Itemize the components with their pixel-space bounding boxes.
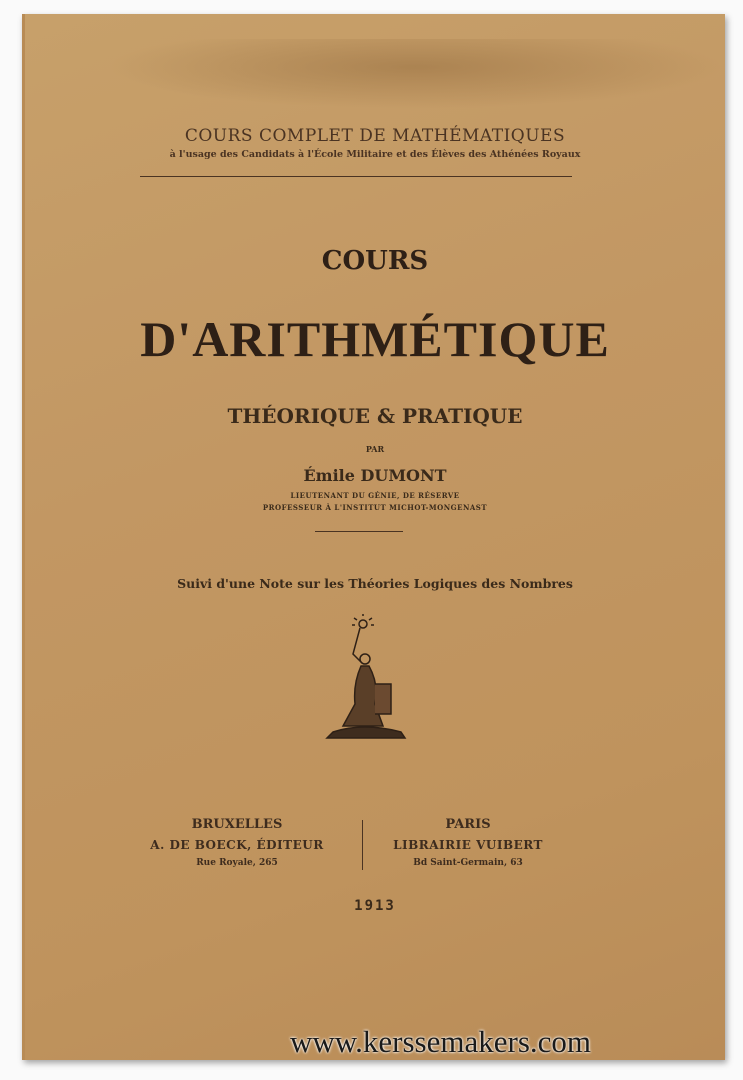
title-main: D'ARITHMÉTIQUE — [140, 311, 610, 367]
note: Suivi d'une Note sur les Théories Logiques des Nombres — [177, 576, 573, 591]
year: 1913 — [354, 898, 396, 914]
title-line-1: COURS — [321, 246, 429, 276]
publisher-brussels — [117, 817, 357, 868]
publisher-city: PARIS — [445, 817, 491, 832]
publisher-city: BRUXELLES — [191, 817, 283, 832]
publisher-address: Rue Royale, 265 — [196, 858, 278, 868]
author: Émile DUMONT — [303, 466, 447, 485]
printer-emblem-icon — [313, 614, 413, 749]
series-title: COURS COMPLET DE MATHÉMATIQUES — [184, 126, 566, 146]
stain — [105, 39, 725, 109]
divider — [140, 176, 572, 177]
title-subtitle: THÉORIQUE & PRATIQUE — [227, 404, 523, 428]
author-affiliation-1: LIEUTENANT DU GÉNIE, DE RÉSERVE — [290, 491, 460, 500]
publisher-address: Bd Saint-Germain, 63 — [413, 858, 523, 868]
book-cover — [22, 14, 725, 1060]
series-subtitle: à l'usage des Candidats à l'École Militaire et des Élèves des Athénées Royaux — [169, 149, 581, 160]
publisher-name: LIBRAIRIE VUIBERT — [393, 838, 543, 852]
author-affiliation-2: PROFESSEUR À L'INSTITUT MICHOT-MONGENAST — [262, 503, 488, 512]
by-label: PAR — [365, 444, 385, 454]
divider — [315, 531, 403, 532]
publisher-paris — [348, 817, 588, 868]
publisher-name: A. DE BOECK, ÉDITEUR — [150, 838, 324, 852]
watermark: www.kerssemakers.com — [290, 1024, 592, 1059]
